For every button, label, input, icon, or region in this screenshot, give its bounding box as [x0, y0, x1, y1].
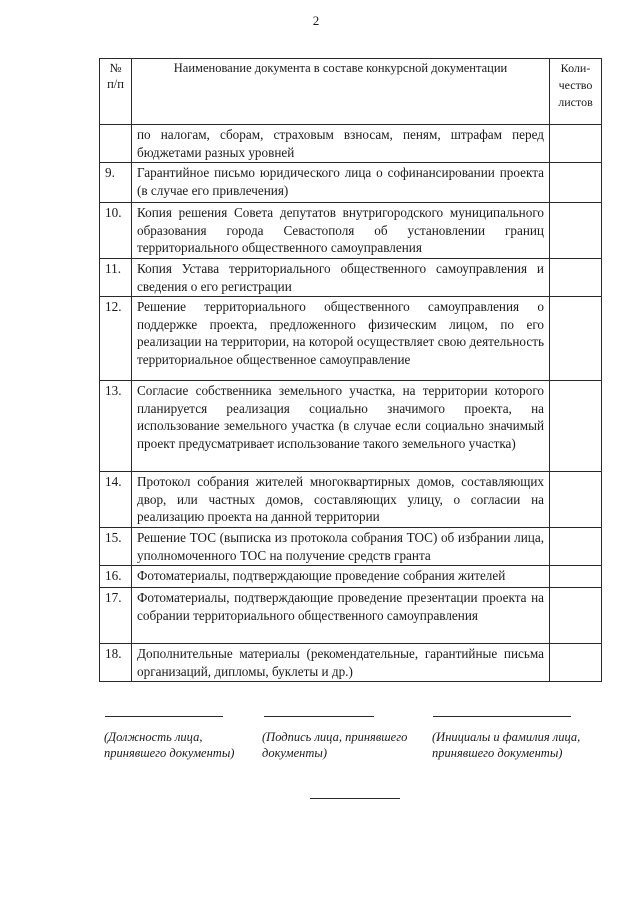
signature-caption: (Подпись лица, принявшего документы) — [262, 730, 408, 760]
table-header-row — [100, 59, 602, 125]
table-row — [100, 566, 602, 588]
documents-table — [99, 58, 602, 682]
row-number: 10. — [100, 203, 132, 259]
table-row — [100, 381, 602, 472]
row-document-name: Копия решения Совета депутатов внутригородского муниципального образования города Севастополя об установлении границ территориального общественного самоуправления — [132, 203, 550, 259]
header-sheet-count: Коли-чество листов — [550, 59, 602, 125]
initials-caption: (Инициалы и фамилия лица, принявшего документы) — [432, 730, 581, 760]
table-row — [100, 163, 602, 203]
bottom-separator-line — [310, 798, 400, 799]
table-row — [100, 125, 602, 163]
row-number: 15. — [100, 528, 132, 566]
table-row — [100, 528, 602, 566]
row-document-name: Решение территориального общественного самоуправления о поддержке проекта, предложенного физическим лицом, по его реализации на территории, на которой осуществляет свою деятельность территориальное общественное самоуправление — [132, 297, 550, 381]
table-row — [100, 644, 602, 682]
table-row — [100, 588, 602, 644]
row-sheet-count — [550, 381, 602, 472]
row-document-name: Фотоматериалы, подтверждающие проведение презентации проекта на собрании территориального общественного самоуправления — [132, 588, 550, 644]
table-row — [100, 259, 602, 297]
row-number: 18. — [100, 644, 132, 682]
row-number: 17. — [100, 588, 132, 644]
header-number: № п/п — [100, 59, 132, 125]
row-document-name: Копия Устава территориального общественного самоуправления и сведения о его регистрации — [132, 259, 550, 297]
initials-signature-line — [433, 716, 571, 717]
row-document-name: по налогам, сборам, страховым взносам, пеням, штрафам перед бюджетами разных уровней — [132, 125, 550, 163]
position-signature-line — [105, 716, 223, 717]
page-number: 2 — [312, 13, 320, 28]
row-sheet-count — [550, 297, 602, 381]
row-sheet-count — [550, 125, 602, 163]
signature-line — [264, 716, 374, 717]
row-sheet-count — [550, 528, 602, 566]
row-document-name: Гарантийное письмо юридического лица о софинансировании проекта (в случае его привлечения) — [132, 163, 550, 203]
row-document-name: Согласие собственника земельного участка, на территории которого планируется реализация социально значимого проекта, на использование земельного участка (в случае если социально значимый проект предусматривает использование такого земельного участка) — [132, 381, 550, 472]
row-number: 16. — [100, 566, 132, 588]
table-row — [100, 297, 602, 381]
position-caption: (Должность лица, принявшего документы) — [104, 730, 235, 760]
table-row — [100, 203, 602, 259]
header-document-name: Наименование документа в составе конкурсной документации — [132, 59, 550, 125]
table-row — [100, 472, 602, 528]
row-number: 13. — [100, 381, 132, 472]
row-document-name: Фотоматериалы, подтверждающие проведение собрания жителей — [132, 566, 550, 588]
row-sheet-count — [550, 472, 602, 528]
row-number: 9. — [100, 163, 132, 203]
row-document-name: Протокол собрания жителей многоквартирных домов, составляющих двор, или частных домов, составляющих улицу, о согласии на реализацию проекта на данной территории — [132, 472, 550, 528]
row-number: 12. — [100, 297, 132, 381]
row-sheet-count — [550, 566, 602, 588]
row-sheet-count — [550, 163, 602, 203]
row-sheet-count — [550, 203, 602, 259]
row-number — [100, 125, 132, 163]
row-sheet-count — [550, 644, 602, 682]
row-sheet-count — [550, 588, 602, 644]
row-document-name: Дополнительные материалы (рекомендательные, гарантийные письма организаций, дипломы, буклеты и др.) — [132, 644, 550, 682]
row-number: 14. — [100, 472, 132, 528]
row-sheet-count — [550, 259, 602, 297]
row-number: 11. — [100, 259, 132, 297]
row-document-name: Решение ТОС (выписка из протокола собрания ТОС) об избрании лица, уполномоченного ТОС на получение средств гранта — [132, 528, 550, 566]
